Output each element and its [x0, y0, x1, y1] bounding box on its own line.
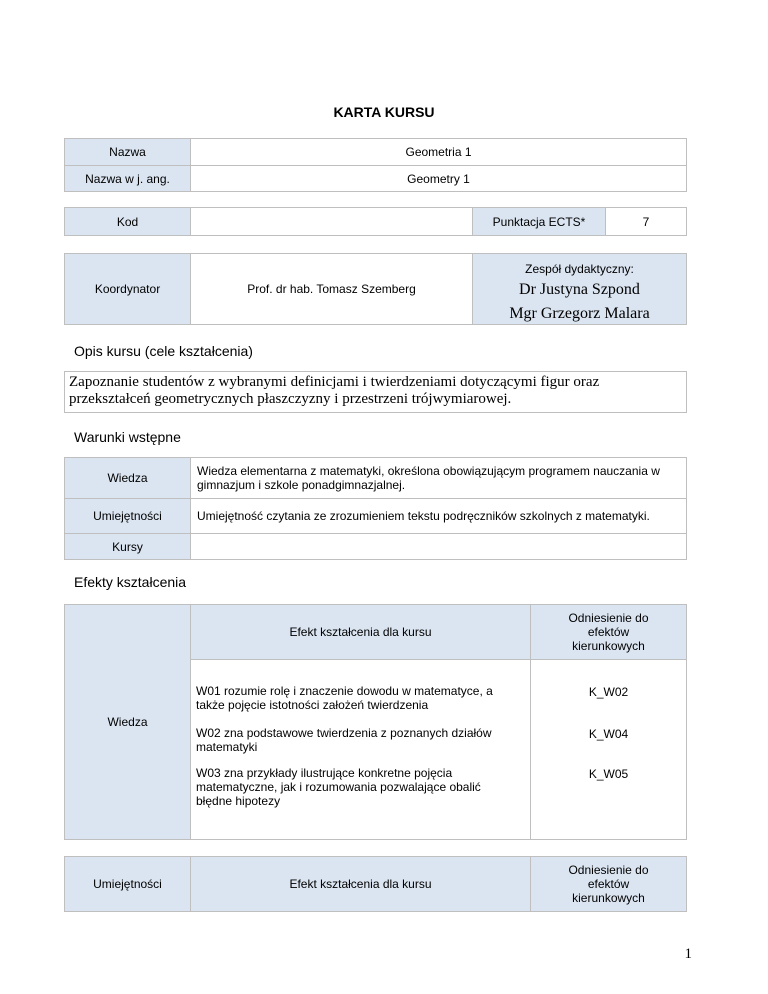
prereq-courses-label: Kursy — [64, 533, 191, 560]
prereq-skills-label: Umiejętności — [64, 498, 191, 534]
name-value: Geometria 1 — [190, 138, 687, 166]
coordinator-value: Prof. dr hab. Tomasz Szemberg — [190, 253, 473, 325]
ects-value: 7 — [605, 207, 687, 236]
outcome-item: W02 zna podstawowe twierdzenia z poznanych działów matematyki — [196, 726, 492, 754]
code-value — [190, 207, 473, 236]
outcome-ref: K_W05 — [588, 767, 629, 781]
skills-ref-header: Odniesienie do efektów kierunkowych — [530, 856, 687, 912]
course-description-text: Zapoznanie studentów z wybranymi definicjami i twierdzeniami dotyczącymi figur oraz przekształceń geometrycznych płaszczyzny i przestrzeni trójwymiarowej. — [64, 371, 687, 413]
outcome-item: W01 rozumie rolę i znaczenie dowodu w matematyce, a także pojęcie istotności założeń twierdzenia — [196, 684, 493, 712]
team-label: Zespół dydaktyczny: — [525, 262, 634, 276]
outcome-ref: K_W04 — [588, 727, 629, 741]
page-number: 1 — [684, 946, 692, 962]
ects-label: Punktacja ECTS* — [472, 207, 606, 236]
prereq-knowledge-value: Wiedza elementarna z matematyki, określona obowiązującym programem nauczania w gimnazjum i szkole ponadgimnazjalnej. — [190, 457, 687, 499]
name-label: Nazwa — [64, 138, 191, 166]
team-member: Mgr Grzegorz Malara — [509, 305, 650, 322]
outcomes-ref-header: Odniesienie do efektów kierunkowych — [530, 604, 687, 660]
coordinator-label: Koordynator — [64, 253, 191, 325]
outcomes-skills-label: Umiejętności — [64, 856, 191, 912]
prereq-skills-value: Umiejętność czytania ze zrozumieniem tekstu podręczników szkolnych z matematyki. — [190, 498, 687, 534]
outcomes-knowledge-label: Wiedza — [64, 604, 191, 840]
outcomes-effect-header: Efekt kształcenia dla kursu — [190, 604, 531, 660]
prerequisites-heading: Warunki wstępne — [74, 429, 181, 445]
prereq-courses-value — [190, 533, 687, 560]
skills-effect-header: Efekt kształcenia dla kursu — [190, 856, 531, 912]
team-member: Dr Justyna Szpond — [519, 281, 640, 298]
name-en-label: Nazwa w j. ang. — [64, 165, 191, 192]
course-description-heading: Opis kursu (cele kształcenia) — [74, 343, 253, 359]
teaching-team — [472, 253, 687, 325]
document-title: KARTA KURSU — [333, 104, 435, 120]
prereq-knowledge-label: Wiedza — [64, 457, 191, 499]
outcome-item: W03 zna przykłady ilustrujące konkretne pojęcia matematyczne, jak i rozumowania pozwalające obalić błędne hipotezy — [196, 766, 481, 808]
name-en-value: Geometry 1 — [190, 165, 687, 192]
outcome-ref: K_W02 — [588, 685, 629, 699]
outcomes-heading: Efekty kształcenia — [74, 574, 187, 590]
code-label: Kod — [64, 207, 191, 236]
